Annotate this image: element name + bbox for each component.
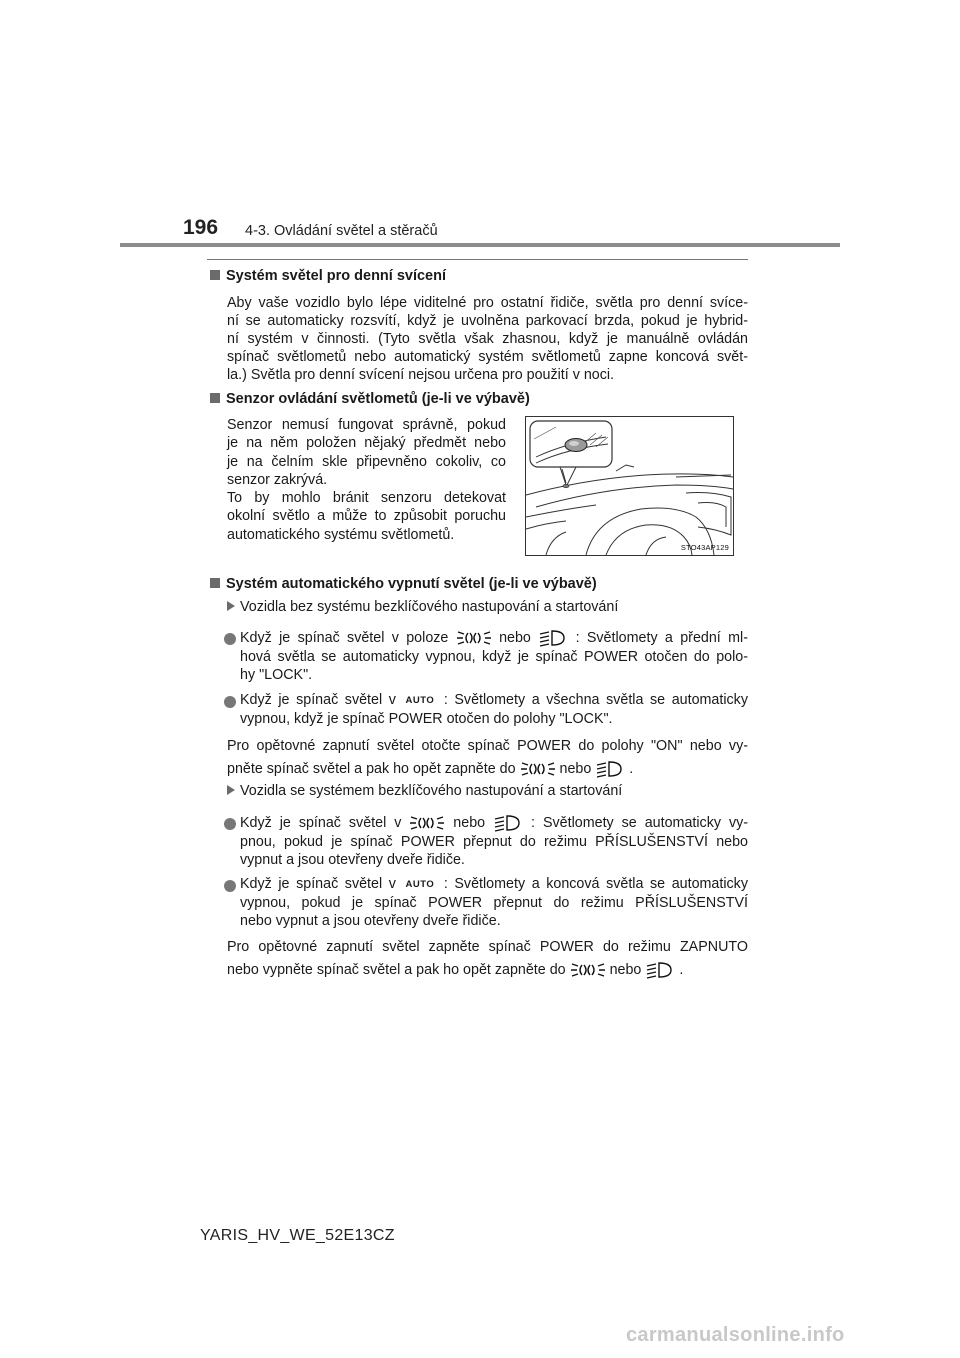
tail-light-icon	[456, 628, 492, 648]
sub-heading-without-smart-key: Vozidla bez systému bezklíčového nastupování a startování	[227, 599, 618, 615]
reactivation-note-2: Pro opětovné zapnutí světel zapněte spínač POWER do režimu ZAPNUTO nebo vypněte spínač světel a pak ho opět zapněte do nebo .	[227, 938, 748, 980]
watermark: carmanualsonline.info	[626, 1324, 845, 1346]
square-bullet-icon	[210, 578, 220, 588]
sensor-paragraph: Senzor nemusí fungovat správně, pokud je na něm položen nějaký předmět nebo je na čelním skle připevněno cokoliv, co senzor zakrývá. To by mohlo bránit senzoru detekovat okolní světlo a může to způsobit poruchu automatického systému světlometů.	[227, 417, 506, 543]
section-rule	[207, 259, 748, 260]
page-number: 196	[183, 216, 219, 239]
auto-switch-icon: AUTO	[405, 879, 435, 890]
figure-code: STO43AP129	[680, 543, 729, 552]
document-code: YARIS_HV_WE_52E13CZ	[200, 1227, 395, 1244]
drl-heading: Systém světel pro denní svícení	[210, 268, 446, 284]
sub-heading-with-smart-key: Vozidla se systémem bezklíčového nastupování a startování	[227, 783, 622, 799]
tail-light-icon	[570, 960, 606, 980]
round-bullet-icon	[224, 633, 236, 645]
header-rule	[120, 243, 840, 247]
auto-off-heading: Systém automatického vypnutí světel (je-li ve výbavě)	[210, 576, 597, 592]
dashboard-illustration	[526, 417, 733, 555]
square-bullet-icon	[210, 393, 220, 403]
bullet-item-tail-headlight: Když je spínač světel v poloze nebo : Světlomety a přední ml- hová světla se automaticky vypnou, když je spínač POWER otočen do polo- hy "LOCK".	[240, 629, 748, 683]
tail-light-icon	[520, 759, 556, 779]
reactivation-note-1: Pro opětovné zapnutí světel otočte spínač POWER do polohy "ON" nebo vy- pněte spínač světel a pak ho opět zapněte do nebo .	[227, 737, 748, 779]
sensor-heading: Senzor ovládání světlometů (je-li ve výbavě)	[210, 391, 530, 407]
sensor-location-figure	[525, 416, 734, 556]
round-bullet-icon	[224, 696, 236, 708]
headlight-icon	[595, 759, 625, 779]
triangle-bullet-icon	[227, 785, 235, 795]
drl-paragraph: Aby vaše vozidlo bylo lépe viditelné pro ostatní řidiče, světla pro denní svíce- ní se automaticky rozsvítí, když je uvolněna parkovací brzda, pokud je hybrid- ní systém v činnosti. (Tyto světla však zhasnou, když je manuálně ovládán spínač světlometů nebo automatický systém světlometů zapne koncová svět- la.) Světla pro denní svícení nejsou určena pro použití v noci.	[227, 295, 748, 383]
bullet-item-auto: Když je spínač světel v AUTO : Světlomety a všechna světla se automaticky vypnou, když je spínač POWER otočen do polohy "LOCK".	[240, 692, 748, 727]
headlight-icon	[538, 628, 568, 648]
round-bullet-icon	[224, 818, 236, 830]
headlight-icon	[645, 960, 675, 980]
square-bullet-icon	[210, 270, 220, 280]
round-bullet-icon	[224, 880, 236, 892]
bullet-item-auto-smart: Když je spínač světel v AUTO : Světlomety a koncová světla se automaticky vypnou, pokud je spínač POWER přepnut do režimu PŘÍSLUŠENSTVÍ nebo vypnut a jsou otevřeny dveře řidiče.	[240, 876, 748, 929]
auto-switch-icon: AUTO	[405, 695, 435, 706]
chapter-title: 4-3. Ovládání světel a stěračů	[245, 223, 438, 239]
triangle-bullet-icon	[227, 601, 235, 611]
headlight-icon	[493, 813, 523, 833]
tail-light-icon	[409, 813, 445, 833]
bullet-item-tail-headlight-smart: Když je spínač světel v nebo : Světlomety se automaticky vy- pnou, pokud je spínač POWER přepnut do režimu PŘÍSLUŠENSTVÍ nebo vypnut a jsou otevřeny dveře řidiče.	[240, 814, 748, 868]
